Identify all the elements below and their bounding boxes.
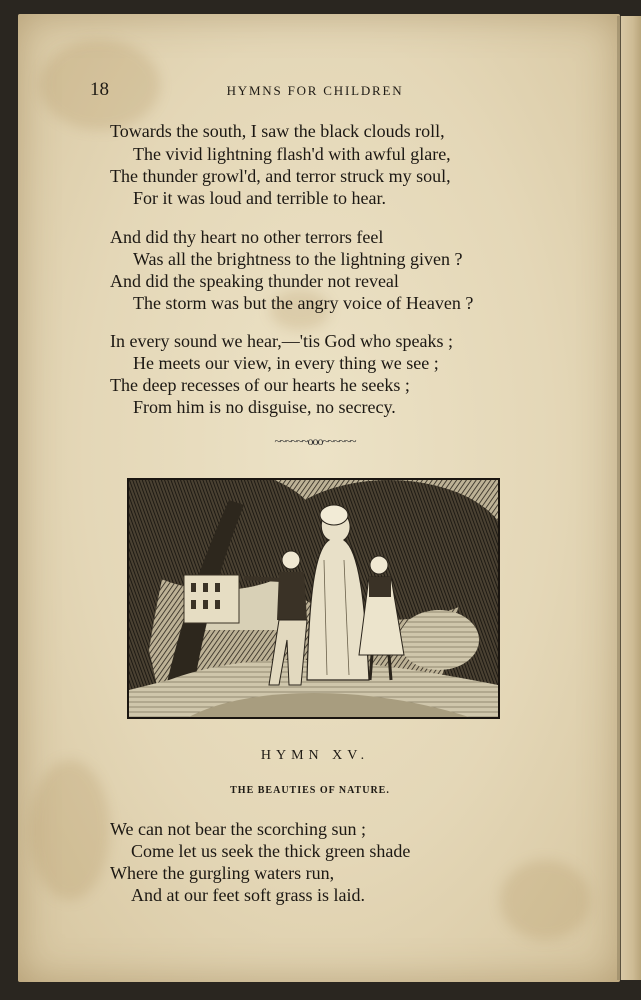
verse-line: From him is no disguise, no secrecy. <box>133 397 396 417</box>
verse-line: And at our feet soft grass is laid. <box>131 885 365 905</box>
verse-line: The thunder growl'd, and terror struck my soul, <box>110 166 451 186</box>
verse-line: He meets our view, in every thing we see ; <box>133 353 439 373</box>
section-ornament: ~~~~~~ooo~~~~~~ <box>274 434 356 448</box>
verse-line: Was all the brightness to the lightning given ? <box>133 249 463 269</box>
hymn-number: HYMN XV. <box>260 748 370 763</box>
foxing-stain <box>30 760 110 900</box>
verse-line: Where the gurgling waters run, <box>110 863 335 883</box>
hymn-title: THE BEAUTIES OF NATURE. <box>230 785 390 796</box>
verse-line: And did the speaking thunder not reveal <box>110 271 399 291</box>
page-number: 18 <box>90 79 109 100</box>
verse-line: In every sound we hear,—'tis God who speaks ; <box>110 331 453 351</box>
verse-line: The vivid lightning flash'd with awful glare, <box>133 144 451 164</box>
woodcut-scene <box>129 480 498 717</box>
verse-line: And did thy heart no other terrors feel <box>110 227 384 247</box>
verse-line: Come let us seek the thick green shade <box>131 841 411 861</box>
verse-line: For it was loud and terrible to hear. <box>133 188 386 208</box>
next-page-edge <box>621 16 641 980</box>
woodcut-illustration <box>127 478 500 719</box>
verse-line: Towards the south, I saw the black clouds roll, <box>110 121 445 141</box>
verse-line: We can not bear the scorching sun ; <box>110 819 366 839</box>
foxing-stain <box>500 860 590 940</box>
running-title: HYMNS FOR CHILDREN <box>226 83 404 98</box>
verse-line: The deep recesses of our hearts he seeks ; <box>110 375 410 395</box>
verse-line: The storm was but the angry voice of Heaven ? <box>133 293 474 313</box>
